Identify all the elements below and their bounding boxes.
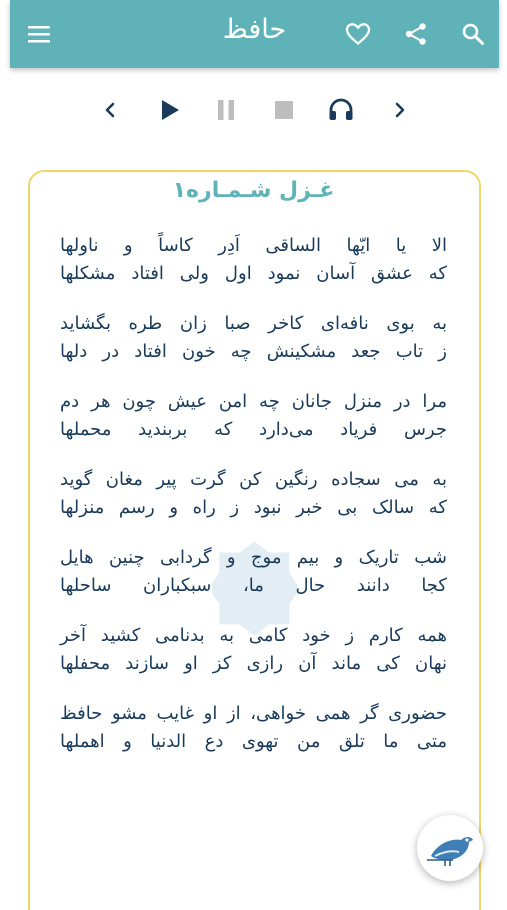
app-title: حافظ [222, 14, 287, 45]
chevron-left-icon[interactable] [94, 94, 126, 126]
headphones-icon[interactable] [325, 94, 357, 126]
share-icon[interactable] [401, 19, 431, 49]
stanza [60, 388, 447, 444]
ghazal-title: غـزل شـمـاره۱ [172, 178, 335, 203]
verse-line: به بوی نافه‌ای کاخر صبا زان طره بگشاید [60, 313, 447, 334]
ghazal-text [60, 232, 447, 778]
audio-player-bar [0, 88, 507, 132]
verse-line: حضوری گر همی خواهی، از او غایب مشو حافظ [60, 703, 447, 724]
bird-icon [425, 826, 475, 870]
bird-fab-button[interactable] [417, 815, 483, 881]
stanza [60, 466, 447, 522]
heart-icon[interactable] [343, 19, 373, 49]
verse-line: ز تاب جعد مشکینش چه خون افتاد در دلها [60, 341, 447, 362]
verse-line: مرا در منزل جانان چه امن عیش چون هر دم [60, 391, 447, 412]
verse-line: جرس فریاد می‌دارد که بربندید محملها [60, 419, 447, 440]
stanza [60, 700, 447, 756]
stanza [60, 310, 447, 366]
stanza [60, 622, 447, 678]
verse-line: به می سجاده رنگین کن گرت پیر مغان گوید [60, 469, 447, 490]
verse-line: کجا دانند حال ما، سبکباران ساحلها [60, 575, 447, 596]
verse-line: شب تاریک و بیم موج و گردابی چنین هایل [60, 547, 447, 568]
stop-icon [268, 94, 300, 126]
app-bar [10, 0, 499, 68]
verse-line: الا یا ایّها الساقی اَدِر کاساً و ناولها [60, 235, 447, 256]
play-icon[interactable] [154, 94, 186, 126]
verse-line: همه کارم ز خود کامی به بدنامی کشید آخر [60, 625, 447, 646]
stanza [60, 544, 447, 600]
verse-line: متی ما تلق من تهوی دع الدنیا و اهملها [60, 731, 447, 752]
verse-line: نهان کی ماند آن رازی کز او سازند محفلها [60, 653, 447, 674]
pause-icon [210, 94, 242, 126]
chevron-right-icon[interactable] [384, 94, 416, 126]
stanza [60, 232, 447, 288]
search-icon[interactable] [458, 19, 488, 49]
verse-line: که سالک بی خبر نبود ز راه و رسم منزلها [60, 497, 447, 518]
verse-line: که عشق آسان نمود اول ولی افتاد مشکلها [60, 263, 447, 284]
